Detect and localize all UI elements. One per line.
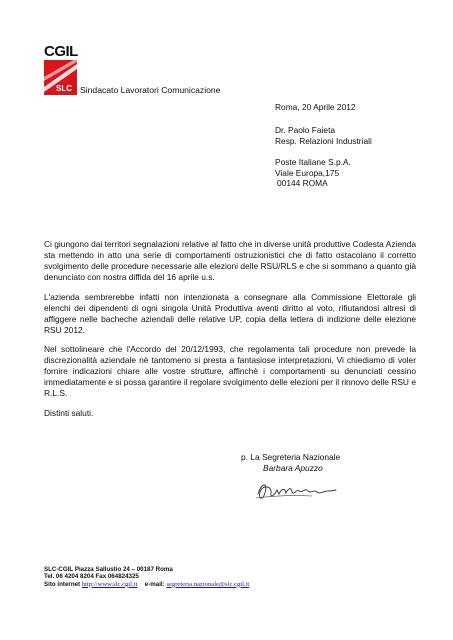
site-link[interactable]: http://www.slc.cgil.it: [81, 580, 138, 588]
footer: [44, 566, 249, 588]
site-label: Sito internet: [44, 580, 81, 588]
signature-underline: [256, 496, 312, 498]
address-company: Poste Italiane S.p.A.: [275, 157, 351, 167]
paragraph: L'azienda sembrerebbe infatti non intenzionata a consegnare alla Commissione Elettorale gli elenchi dei dipendenti di ogni singola Unità Produttiva aventi diritto al voto, rifiutandosi altresì di affiggere nelle bacheche aziendali delle relative UP, copia della lettera di indizione delle elezione RSU 2012.: [44, 291, 416, 335]
logo-sub-text: SLC: [56, 84, 72, 93]
signature-name: Barbara Apuzzo: [263, 463, 323, 473]
footer-phone: Tel. 06 4204 8204 Fax 064824325: [44, 573, 139, 581]
recipient-block: [275, 125, 372, 146]
paragraph: Ci giungono dai territori segnalazioni relative al fatto che in diverse unità produttive Codesta Azienda sta mettendo in atto una serie di comportamenti ostruzionistici che di fatto ostacolano il corretto svolgimento delle procedure necessarie alle elezioni delle RSU/RLS e che si sommano a quanto già denunciato con nostra diffida del 16 aprile u.s.: [44, 239, 416, 282]
handwritten-signature: [252, 478, 344, 504]
place-date: Roma, 20 Aprile 2012: [275, 102, 356, 112]
footer-address: SLC-CGIL Piazza Sallustio 24 – 00187 Roma: [44, 566, 173, 573]
email-link[interactable]: segreteria.nazionale@slc.cgil.it: [166, 580, 250, 588]
address-block: [275, 157, 351, 189]
signature-stroke: [258, 485, 336, 498]
closing: Distinti saluti.: [44, 407, 94, 418]
recipient-role: Resp. Relazioni Industriali: [275, 135, 372, 146]
email-label: e-mail:: [144, 580, 165, 588]
signature-role: p. La Segreteria Nazionale: [241, 452, 341, 462]
cgil-slc-logo: [44, 60, 77, 95]
address-city: 00144 ROMA: [277, 178, 328, 188]
footer-links: [44, 581, 249, 588]
logo-wordmark: CGIL: [44, 43, 78, 60]
address-street: Viale Europa,175: [275, 167, 340, 178]
organization-name: Sindacato Lavoratori Comunicazione: [80, 85, 221, 95]
letter-body: [44, 239, 416, 427]
recipient-name: Dr. Paolo Faieta: [275, 125, 336, 135]
paragraph: Nel sottolineare che l'Accordo del 20/12/1993, che regolamenta tali procedure non prevede la discrezionalità aziendale nè tantomeno si presta a fantasiose interpretazioni, Vi chiediamo di voler fornire indicazioni chiare alle vostre strutture, affinchè i comportamenti su denunciati cessino immediatamente e si possa garantire il regolare svolgimento delle elezioni per il rinnovo delle RSU e R.L.S.: [44, 344, 416, 398]
